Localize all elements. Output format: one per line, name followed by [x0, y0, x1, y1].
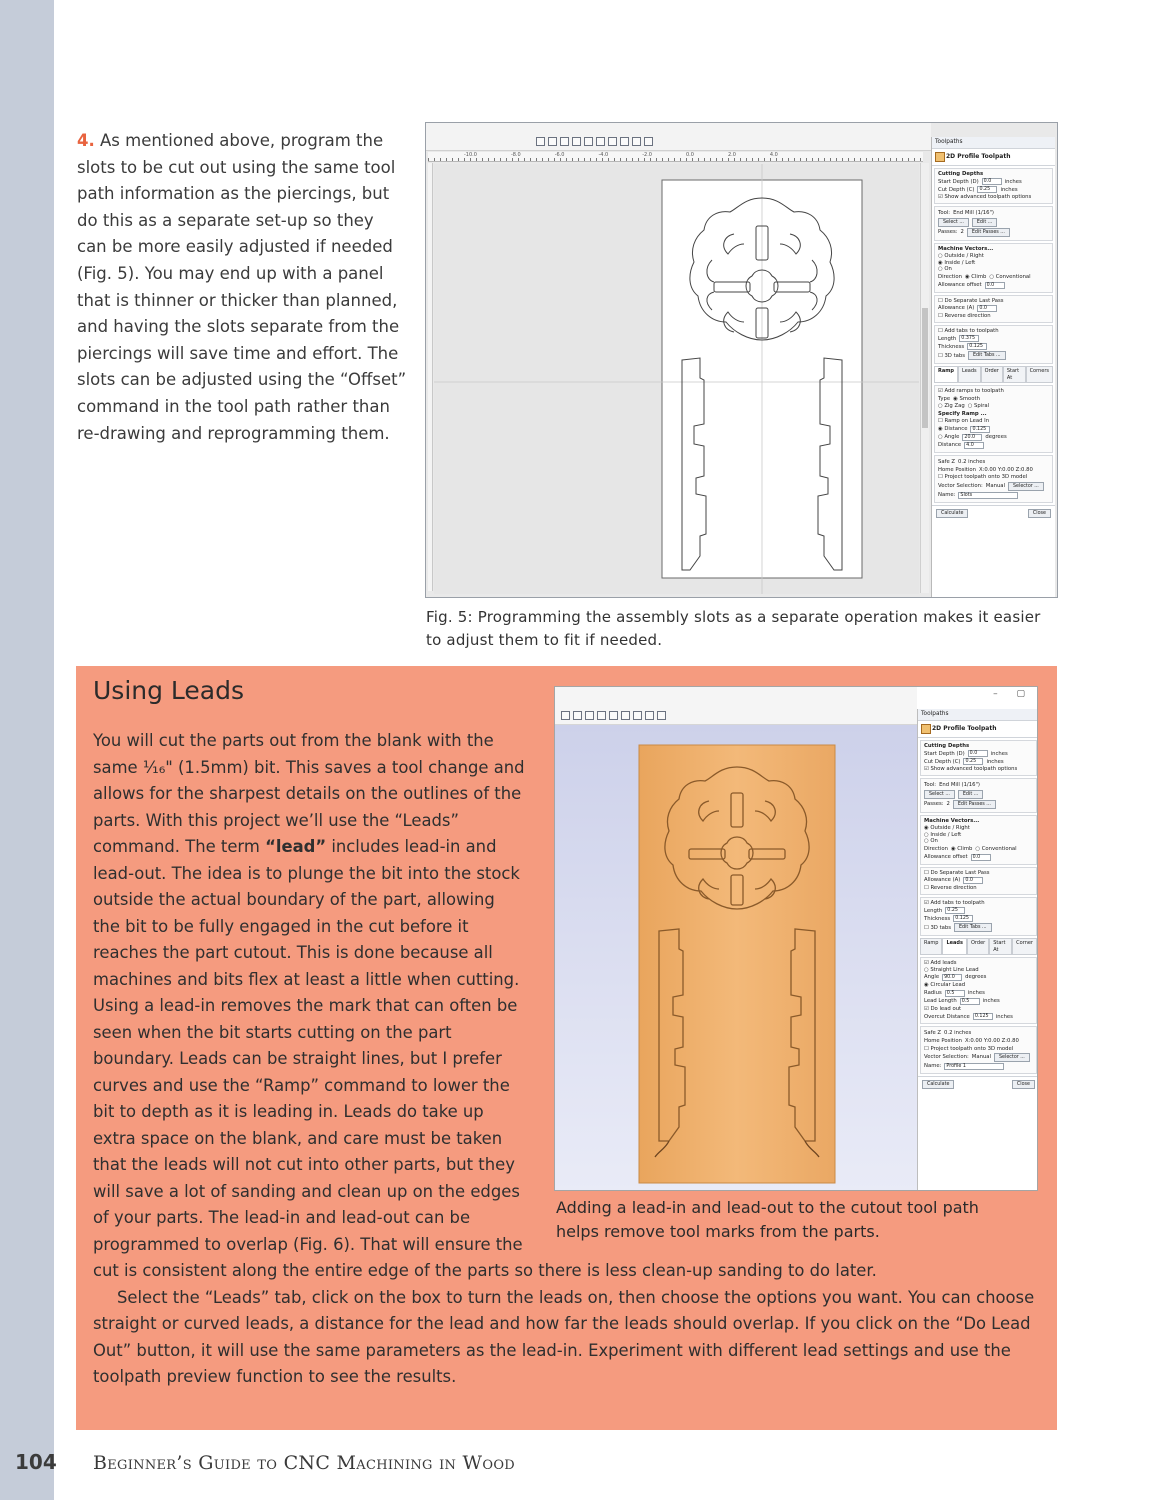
add-ramps-checkbox[interactable]: ☑ Add ramps to toolpath: [938, 388, 1049, 395]
direction-label: Direction: [938, 274, 962, 280]
start-depth-label: Start Depth (D): [924, 750, 965, 757]
conventional-radio[interactable]: ○ Conventional: [975, 846, 1016, 853]
allowance-offset-field[interactable]: 0.0: [985, 282, 1005, 289]
figure-5-screenshot: [425, 122, 1058, 598]
safe-z-label: Safe Z: [924, 1030, 942, 1037]
step-4-paragraph: [77, 128, 407, 447]
angle-field[interactable]: 90.0: [942, 974, 962, 981]
allowance-offset-label: Allowance offset: [938, 281, 982, 288]
panel-footer: [918, 1076, 1038, 1092]
tool-value: End Mill (1/16"): [939, 781, 980, 788]
tab-corners[interactable]: Corners: [1026, 366, 1053, 382]
selector-button[interactable]: Selector ...: [1008, 482, 1044, 491]
tab-start-at[interactable]: Start At: [989, 938, 1012, 954]
3d-tabs-checkbox[interactable]: ☐ 3D tabs: [938, 353, 965, 360]
panel-header: Toolpaths: [918, 709, 1038, 721]
grid-icon[interactable]: [560, 137, 569, 146]
units-label: inches: [967, 989, 985, 996]
units-label: inches: [990, 750, 1008, 757]
show-advanced-checkbox[interactable]: ☑ Show advanced toolpath options: [938, 194, 1049, 201]
allowance-a-label: Allowance (A): [924, 877, 961, 884]
allowance-offset-label: Allowance offset: [924, 853, 968, 860]
toggle-view-icon[interactable]: [633, 711, 642, 720]
scrollbar-thumb[interactable]: [922, 308, 928, 428]
length-label: Length: [924, 907, 943, 914]
leads-section: [920, 957, 1037, 1024]
distance-radio[interactable]: ◉ Distance: [938, 426, 967, 433]
name-label: Name:: [924, 1063, 942, 1070]
units-label: inches: [986, 758, 1004, 765]
degrees-label: degrees: [965, 974, 987, 981]
overcut-distance-field[interactable]: 0.125: [973, 1013, 993, 1020]
start-depth-label: Start Depth (D): [938, 178, 979, 185]
start-depth-field[interactable]: 0.0: [968, 750, 988, 757]
tool-label: Tool:: [938, 209, 951, 216]
calculate-button[interactable]: Calculate: [936, 509, 968, 518]
panel-footer: [932, 505, 1055, 521]
cut-depth-label: Cut Depth (C): [924, 758, 961, 765]
safe-z-value: 0.2 inches: [958, 458, 986, 465]
options-tabs: [920, 938, 1037, 955]
reverse-direction-checkbox[interactable]: ☐ Reverse direction: [938, 313, 1049, 320]
zoom-icon[interactable]: [561, 711, 570, 720]
cut-depth-field[interactable]: 0.25: [963, 758, 983, 765]
close-button[interactable]: Close: [1012, 1080, 1035, 1089]
units-label: inches: [1000, 186, 1018, 193]
tool-section: [920, 778, 1037, 813]
inside-left-radio[interactable]: ○ Inside / Left: [924, 832, 1033, 839]
separate-last-pass-section: [920, 867, 1037, 895]
paragraph-text: includes lead-in and lead-out. The idea is to plunge the bit into the stock outside the actual boundary of the part, allowing the bit to be fully engaged in the cut before it reaches the part cutout. This is done because all machines and bits flex at least a little when cutting. Using a lead-in removes the mark that can often be seen when the bit starts cutting on the part boundary. Leads can be straight lines, but I prefer curves and use the “Ramp” command to lower the bit to depth as it is leading in. Leads do take up extra space on the blank, and care must be taken that the leads will not cut into other parts, but they will save a lot of sanding and clean up on the edges of your parts. The lead-in and lead-out can be programmed to overlap (Fig. 6). That will ensure the cut is consistent along the entire edge of the parts so there is less clean-up sanding to do later.: [93, 837, 877, 1280]
section-title: Machine Vectors...: [924, 817, 980, 824]
tab-order[interactable]: Order: [981, 366, 1003, 382]
conventional-radio[interactable]: ○ Conventional: [989, 274, 1030, 281]
step-number: 4.: [77, 131, 95, 150]
ruler-label: 4.0: [769, 152, 778, 158]
units-label: inches: [1004, 178, 1022, 185]
position-section: [920, 1026, 1037, 1074]
edit-tabs-button[interactable]: Edit Tabs ...: [954, 923, 992, 932]
specify-ramp-label: Specify Ramp ...: [938, 410, 987, 417]
edit-passes-button[interactable]: Edit Passes ...: [967, 228, 1010, 237]
page-side-band: [0, 0, 54, 1500]
straight-line-lead-radio[interactable]: ○ Straight Line Lead: [924, 967, 1033, 974]
start-depth-field[interactable]: 0.0: [982, 178, 1002, 185]
project-toolpath-checkbox[interactable]: ☐ Project toolpath onto 3D model: [938, 474, 1049, 481]
length-field[interactable]: 0.25: [945, 907, 965, 914]
ruler-labels: [464, 152, 778, 158]
passes-value: 2: [946, 800, 950, 807]
section-title: Cutting Depths: [924, 742, 970, 749]
length-label: Length: [938, 335, 957, 342]
part-drawing: [434, 164, 919, 594]
tabs-section: [934, 325, 1053, 365]
position-section: [934, 455, 1053, 503]
type-label: Type: [938, 395, 951, 402]
reverse-direction-checkbox[interactable]: ☐ Reverse direction: [924, 885, 1033, 892]
panel-header: Toolpaths: [932, 137, 1055, 149]
tool-section: [934, 206, 1053, 241]
layers-icon[interactable]: [645, 711, 654, 720]
safe-z-label: Safe Z: [938, 458, 956, 465]
passes-label: Passes:: [938, 228, 958, 235]
add-leads-checkbox[interactable]: ☑ Add leads: [924, 960, 1033, 967]
ramp-on-lead-in-checkbox[interactable]: ☐ Ramp on Lead In: [938, 418, 1049, 425]
edit-tool-button[interactable]: Edit ...: [972, 218, 997, 227]
climb-radio[interactable]: ◉ Climb: [951, 846, 972, 853]
paragraph-text: You will cut the parts out from the blank with the same ⅟₁₆" (1.5mm) bit. This saves a tool change and allows for the sharpest details on the outlines of the parts. With this project we’ll use the “Leads” command. The term: [93, 731, 525, 856]
vector-selection-label: Vector Selection:: [938, 483, 983, 489]
radius-label: Radius: [924, 989, 942, 996]
machine-vectors-section: [934, 243, 1053, 293]
lead-term: “lead”: [265, 837, 327, 856]
ruler-label: -6.0: [554, 152, 565, 158]
outside-right-radio[interactable]: ○ Outside / Right: [938, 253, 1049, 260]
figure-6-caption: Adding a lead-in and lead-out to the cutout tool path helps remove tool marks from the parts.: [556, 1198, 979, 1241]
thickness-field[interactable]: 0.125: [967, 343, 987, 350]
page-number: 104: [15, 1450, 57, 1474]
separate-last-pass-checkbox[interactable]: ☐ Do Separate Last Pass: [924, 870, 1033, 877]
tab-leads[interactable]: Leads: [942, 938, 967, 954]
add-tabs-checkbox[interactable]: ☐ Add tabs to toolpath: [938, 328, 1049, 335]
on-radio[interactable]: ○ On: [938, 266, 1049, 273]
select-tool-button[interactable]: Select ...: [938, 218, 969, 227]
cutting-depths-section: [920, 740, 1037, 776]
vertical-ruler: [428, 163, 433, 591]
calculate-button[interactable]: Calculate: [922, 1080, 954, 1089]
wood-blank: [639, 745, 835, 1183]
length-field[interactable]: 0.375: [959, 335, 979, 342]
direction-label: Direction: [924, 846, 948, 852]
smooth-radio[interactable]: ◉ Smooth: [953, 396, 980, 403]
sidebar-paragraph-2: Select the “Leads” tab, click on the box to turn the leads on, then choose the options you want. You can choose straight or curved leads, a distance for the lead and how far the leads should overlap. If you click on the “Do Lead Out” button, it will use the same parameters as the lead-in. Experiment with different lead settings and use the toolpath preview function to see the results.: [93, 1287, 1035, 1386]
pan-icon[interactable]: [585, 711, 594, 720]
angle-field[interactable]: 20.0: [962, 434, 982, 441]
tab-order[interactable]: Order: [967, 938, 989, 954]
inside-left-radio[interactable]: ◉ Inside / Left: [938, 260, 1049, 267]
units-label: inches: [995, 1013, 1013, 1020]
passes-value: 2: [960, 228, 964, 235]
ruler-label: 2.0: [727, 152, 736, 158]
home-position-value: X:0.00 Y:0.00 Z:0.80: [964, 1037, 1019, 1044]
angle-radio[interactable]: ○ Angle: [938, 434, 959, 441]
zoom-out-icon[interactable]: [596, 137, 605, 146]
3d-preview[interactable]: [555, 725, 917, 1191]
pan-icon[interactable]: [572, 137, 581, 146]
ramp-section: [934, 385, 1053, 453]
degrees-label: degrees: [985, 434, 1007, 441]
ruler-label: -2.0: [642, 152, 652, 158]
name-label: Name:: [938, 492, 956, 498]
split-view-icon[interactable]: [644, 137, 653, 146]
3d-tabs-checkbox[interactable]: ☐ 3D tabs: [924, 925, 951, 932]
section-title: Cutting Depths: [938, 170, 984, 177]
figure-5-caption: Fig. 5: Programming the assembly slots as a separate operation makes it easier to adjust them to fit if needed.: [426, 608, 1041, 649]
safe-z-value: 0.2 inches: [944, 1030, 972, 1037]
tab-corner[interactable]: Corner: [1012, 938, 1037, 954]
overcut-distance-label: Overcut Distance: [924, 1013, 970, 1020]
fit-view-icon[interactable]: [621, 711, 630, 720]
ruler-label: -8.0: [510, 152, 521, 158]
select-tool-button[interactable]: Select ...: [924, 790, 955, 799]
units-label: inches: [982, 997, 1000, 1004]
vector-selection-value: Manual: [971, 1054, 992, 1061]
allowance-a-field[interactable]: 0.0: [977, 305, 997, 312]
window-controls[interactable]: – ▢: [993, 689, 1033, 699]
toggle-view-icon[interactable]: [620, 137, 629, 146]
edit-passes-button[interactable]: Edit Passes ...: [953, 800, 996, 809]
home-position-label: Home Position: [938, 466, 976, 473]
toolpath-panel: [931, 137, 1055, 597]
distance-label: Distance: [938, 442, 962, 449]
zigzag-radio[interactable]: ○ Zig Zag: [938, 403, 965, 410]
zoom-in-icon[interactable]: [584, 137, 593, 146]
add-tabs-checkbox[interactable]: ☑ Add tabs to toolpath: [924, 900, 1033, 907]
outside-right-radio[interactable]: ◉ Outside / Right: [924, 825, 1033, 832]
toolbar: [555, 687, 917, 725]
vector-selection-value: Manual: [985, 483, 1006, 489]
circular-lead-radio[interactable]: ◉ Circular Lead: [924, 982, 1033, 989]
vertical-scrollbar[interactable]: [920, 163, 929, 593]
allowance-a-label: Allowance (A): [938, 305, 975, 312]
toolbar: [426, 123, 931, 151]
spiral-radio[interactable]: ○ Spiral: [968, 403, 989, 410]
distance-field[interactable]: 0.125: [970, 426, 990, 433]
radius-field[interactable]: 0.5: [945, 990, 965, 997]
tab-start-at[interactable]: Start At: [1003, 366, 1026, 382]
edit-tool-button[interactable]: Edit ...: [958, 790, 983, 799]
edit-tabs-button[interactable]: Edit Tabs ...: [968, 351, 1006, 360]
do-lead-out-checkbox[interactable]: ☑ Do lead out: [924, 1006, 1033, 1013]
tab-leads[interactable]: Leads: [958, 366, 981, 382]
fit-view-icon[interactable]: [608, 137, 617, 146]
project-toolpath-checkbox[interactable]: ☐ Project toolpath onto 3D model: [924, 1046, 1033, 1053]
zoom-out-icon[interactable]: [609, 711, 618, 720]
layers-icon[interactable]: [632, 137, 641, 146]
name-field[interactable]: Profile 1: [944, 1063, 1004, 1070]
name-field[interactable]: Slots: [958, 492, 1018, 499]
section-title: Machine Vectors...: [938, 245, 994, 252]
passes-label: Passes:: [924, 800, 944, 807]
ruler-label: 0.0: [686, 152, 694, 158]
home-position-value: X:0.00 Y:0.00 Z:0.80: [978, 466, 1033, 473]
allowance-a-field[interactable]: 0.0: [963, 877, 983, 884]
tool-value: End Mill (1/16"): [953, 209, 994, 216]
zoom-box-icon[interactable]: [548, 137, 557, 146]
cut-depth-label: Cut Depth (C): [938, 186, 975, 193]
toolpath-panel: [917, 709, 1038, 1191]
tabs-section: [920, 897, 1037, 937]
machine-vectors-section: [920, 815, 1037, 865]
thickness-field[interactable]: 0.125: [953, 915, 973, 922]
ruler-label: -4.0: [598, 152, 609, 158]
sidebar-title: Using Leads: [93, 676, 245, 705]
cut-depth-field[interactable]: 0.25: [977, 186, 997, 193]
tool-label: Tool:: [924, 781, 937, 788]
running-title: Beginner’s Guide to CNC Machining in Wood: [93, 1452, 516, 1474]
selector-button[interactable]: Selector ...: [994, 1053, 1030, 1062]
cutting-depths-section: [934, 168, 1053, 204]
step-text: As mentioned above, program the slots to be cut out using the same tool path information as the piercings, but do this as a separate set-up so they can be more easily adjusted if needed (Fig. 5). You may end up with a panel that is thinner or thicker than planned, and having the slots separate from the piercings will save time and effort. The slots can be adjusted using the “Offset” command in the tool path rather than re-drawing and reprogramming them.: [77, 131, 407, 443]
separate-last-pass-checkbox[interactable]: ☐ Do Separate Last Pass: [938, 298, 1049, 305]
vector-selection-label: Vector Selection:: [924, 1054, 969, 1061]
tab-ramp[interactable]: Ramp: [920, 938, 942, 954]
climb-radio[interactable]: ◉ Climb: [965, 274, 986, 281]
angle-label: Angle: [924, 974, 940, 981]
ruler-label: -10.0: [464, 152, 477, 158]
on-radio[interactable]: ○ On: [924, 838, 1033, 845]
thickness-label: Thickness: [924, 915, 951, 922]
close-button[interactable]: Close: [1028, 509, 1051, 518]
lead-length-label: Lead Length: [924, 997, 957, 1004]
options-tabs: [934, 366, 1053, 383]
lead-length-field[interactable]: 0.5: [960, 998, 980, 1005]
figure-6-screenshot: [554, 686, 1038, 1191]
show-advanced-checkbox[interactable]: ☑ Show advanced toolpath options: [924, 766, 1033, 773]
home-position-label: Home Position: [924, 1037, 962, 1044]
wood-preview-drawing: [555, 725, 917, 1191]
tab-ramp[interactable]: Ramp: [934, 366, 958, 382]
separate-last-pass-section: [934, 295, 1053, 323]
design-canvas[interactable]: [434, 164, 919, 594]
panel-title: 2D Profile Toolpath: [932, 149, 1055, 166]
panel-title: 2D Profile Toolpath: [918, 721, 1038, 738]
zoom-icon[interactable]: [536, 137, 545, 146]
zoom-box-icon[interactable]: [573, 711, 582, 720]
thickness-label: Thickness: [938, 343, 965, 350]
distance2-field[interactable]: 4.0: [964, 442, 984, 449]
allowance-offset-field[interactable]: 0.0: [971, 854, 991, 861]
split-view-icon[interactable]: [657, 711, 666, 720]
zoom-in-icon[interactable]: [597, 711, 606, 720]
